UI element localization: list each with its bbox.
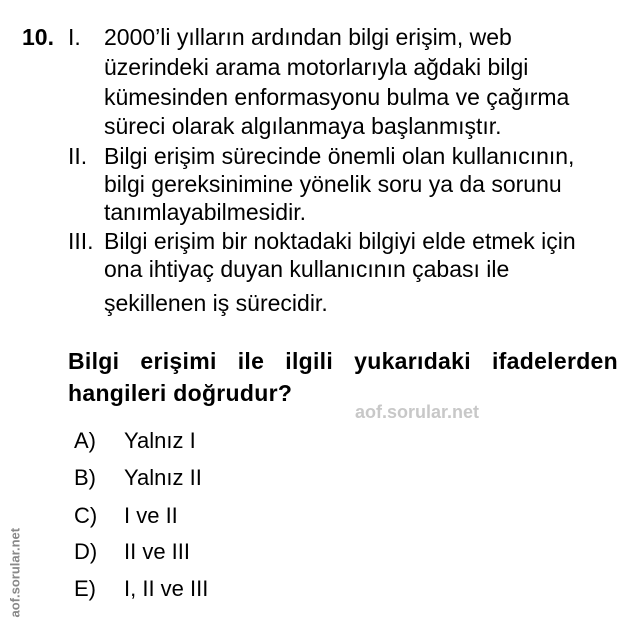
statement-1-line: 2000’li yılların ardından bilgi erişim, web	[104, 24, 512, 50]
question-number: 10.	[22, 24, 54, 50]
statement-1-line: süreci olarak algılanmaya başlanmıştır.	[104, 113, 502, 139]
question-prompt: hangileri doğrudur?	[68, 380, 293, 406]
option-a-text[interactable]: Yalnız I	[124, 428, 196, 453]
statement-2-line: tanımlayabilmesidir.	[104, 199, 306, 225]
option-d-text[interactable]: II ve III	[124, 539, 191, 564]
statement-1-roman: I.	[68, 24, 81, 50]
option-c-text[interactable]: I ve II	[124, 503, 178, 528]
statement-1-line: üzerindeki arama motorlarıyla ağdaki bilgi	[104, 54, 529, 80]
option-a-letter[interactable]: A)	[74, 428, 96, 453]
statement-3-roman: III.	[68, 228, 94, 254]
side-watermark: aof.sorular.net	[7, 527, 23, 618]
statement-3-line: ona ihtiyaç duyan kullanıcının çabası ile	[104, 256, 510, 282]
statement-2-line: Bilgi erişim sürecinde önemli olan kullanıcının,	[104, 143, 575, 169]
statement-1-line: kümesinden enformasyonu bulma ve çağırma	[104, 84, 570, 110]
watermark: aof.sorular.net	[355, 402, 480, 422]
statement-3-line: Bilgi erişim bir noktadaki bilgiyi elde etmek için	[104, 228, 576, 254]
statement-3-line: şekillenen iş sürecidir.	[104, 290, 328, 316]
statement-2-roman: II.	[68, 143, 88, 169]
statement-2-line: bilgi gereksinimine yönelik soru ya da sorunu	[104, 171, 562, 197]
option-e-letter[interactable]: E)	[74, 576, 96, 601]
question-prompt: Bilgi erişimi ile ilgili yukarıdaki ifadelerden	[68, 348, 618, 374]
option-e-text[interactable]: I, II ve III	[124, 576, 209, 601]
option-c-letter[interactable]: C)	[74, 503, 98, 528]
option-d-letter[interactable]: D)	[74, 539, 98, 564]
option-b-letter[interactable]: B)	[74, 465, 96, 490]
option-b-text[interactable]: Yalnız II	[124, 465, 202, 490]
